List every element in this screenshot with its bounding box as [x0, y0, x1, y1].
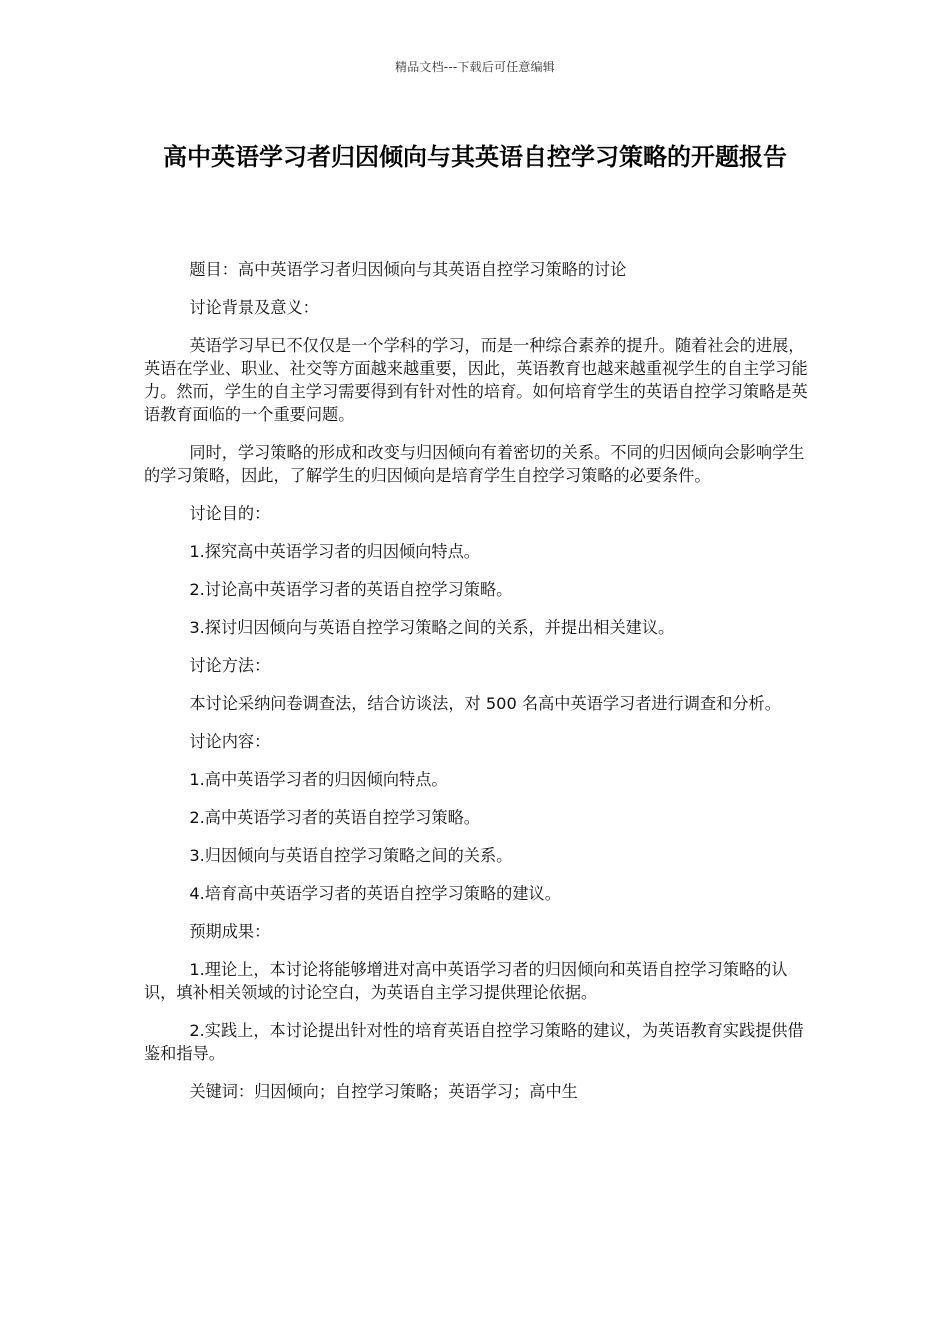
- content-item-4: 4.培育高中英语学习者的英语自控学习策略的建议。: [189, 884, 561, 903]
- results-item-2: 2.实践上，本讨论提出针对性的培育英语自控学习策略的建议，为英语教育实践提供借鉴和指导。: [144, 1021, 804, 1063]
- document-title: 高中英语学习者归因倾向与其英语自控学习策略的开题报告: [163, 143, 787, 171]
- page-header: 精品文档---下载后可任意编辑: [395, 60, 555, 74]
- purpose-item-1: 1.探究高中英语学习者的归因倾向特点。: [189, 542, 480, 561]
- topic-line: 题目：高中英语学习者归因倾向与其英语自控学习策略的讨论: [189, 260, 627, 279]
- method-paragraph: 本讨论采纳问卷调查法，结合访谈法，对 500 名高中英语学习者进行调查和分析。: [189, 694, 781, 713]
- content-item-3: 3.归因倾向与英语自控学习策略之间的关系。: [189, 846, 513, 865]
- section-heading-method: 讨论方法：: [189, 656, 271, 675]
- purpose-item-2: 2.讨论高中英语学习者的英语自控学习策略。: [189, 580, 513, 599]
- content-item-1: 1.高中英语学习者的归因倾向特点。: [189, 770, 448, 789]
- keywords-line: 关键词：归因倾向；自控学习策略；英语学习；高中生: [189, 1082, 578, 1101]
- content-item-2: 2.高中英语学习者的英语自控学习策略。: [189, 808, 480, 827]
- background-paragraph-2: 同时，学习策略的形成和改变与归因倾向有着密切的关系。不同的归因倾向会影响学生的学习策略，因此，了解学生的归因倾向是培育学生自控学习策略的必要条件。: [144, 443, 805, 485]
- section-heading-background: 讨论背景及意义：: [189, 298, 319, 317]
- section-heading-content: 讨论内容：: [189, 732, 271, 751]
- background-paragraph-1: 英语学习早已不仅仅是一个学科的学习，而是一种综合素养的提升。随着社会的进展，英语在学业、职业、社交等方面越来越重要，因此，英语教育也越来越重视学生的自主学习能力。然而，学生的自主学习需要得到有针对性的培育。如何培育学生的英语自控学习策略是英语教育面临的一个重要问题。: [144, 336, 808, 424]
- results-item-1: 1.理论上，本讨论将能够增进对高中英语学习者的归因倾向和英语自控学习策略的认识，填补相关领域的讨论空白，为英语自主学习提供理论依据。: [144, 960, 788, 1002]
- purpose-item-3: 3.探讨归因倾向与英语自控学习策略之间的关系，并提出相关建议。: [189, 618, 675, 637]
- section-heading-purpose: 讨论目的：: [189, 504, 271, 523]
- section-heading-results: 预期成果：: [189, 922, 271, 941]
- document-body: [144, 258, 808, 1118]
